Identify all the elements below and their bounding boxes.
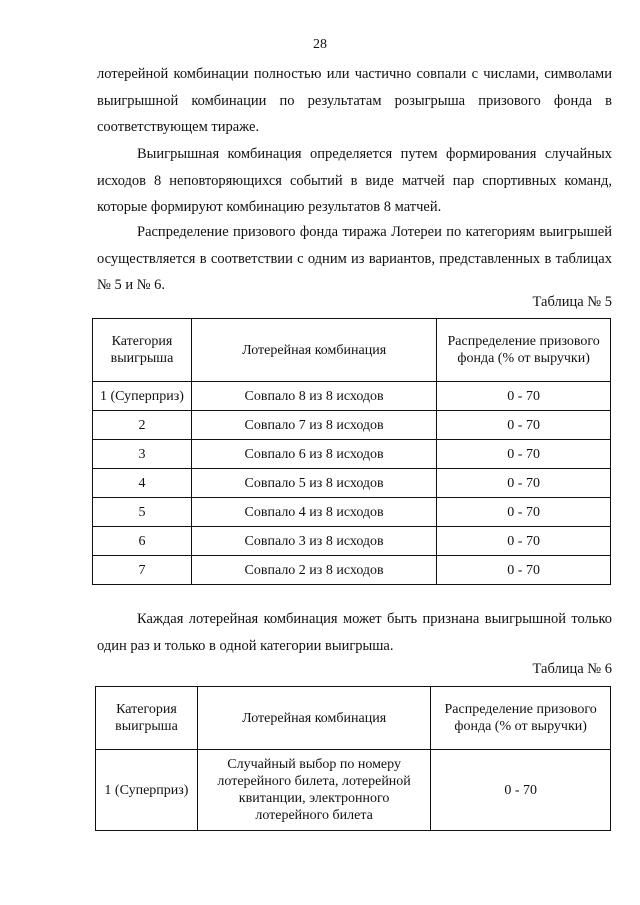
table-row — [96, 750, 611, 831]
table-row — [93, 527, 611, 556]
header-category: Категория выигрыша — [96, 687, 198, 750]
paragraph-1: лотерейной комбинации полностью или частично совпали с числами, символами выигрышной комбинации по результатам розыгрыша призового фонда в соответствующем тираже. — [97, 66, 612, 135]
table6-caption: Таблица № 6 — [532, 661, 612, 677]
paragraph-2: Выигрышная комбинация определяется путем формирования случайных исходов 8 неповторяющихся событий в виде матчей пар спортивных команд, которые формируют комбинацию результатов 8 матчей. — [97, 146, 612, 215]
header-distribution: Распределение призового фонда (% от выручки) — [431, 687, 611, 750]
header-combination: Лотерейная комбинация — [191, 319, 436, 382]
cell-distribution: 0 - 70 — [431, 750, 611, 831]
cell-distribution: 0 - 70 — [437, 440, 611, 469]
cell-combination: Совпало 4 из 8 исходов — [191, 498, 436, 527]
cell-category: 5 — [93, 498, 192, 527]
cell-combination: Совпало 3 из 8 исходов — [191, 527, 436, 556]
cell-distribution: 0 - 70 — [437, 382, 611, 411]
cell-combination: Совпало 6 из 8 исходов — [191, 440, 436, 469]
cell-combination: Совпало 2 из 8 исходов — [191, 556, 436, 585]
cell-category: 6 — [93, 527, 192, 556]
cell-combination: Совпало 8 из 8 исходов — [191, 382, 436, 411]
cell-distribution: 0 - 70 — [437, 527, 611, 556]
header-distribution: Распределение призового фонда (% от выручки) — [437, 319, 611, 382]
cell-distribution: 0 - 70 — [437, 411, 611, 440]
header-combination: Лотерейная комбинация — [197, 687, 430, 750]
table-header-row — [96, 687, 611, 750]
cell-combination: Случайный выбор по номеру лотерейного билета, лотерейной квитанции, электронного лотерейного билета — [197, 750, 430, 831]
cell-distribution: 0 - 70 — [437, 556, 611, 585]
table5-caption: Таблица № 5 — [532, 294, 612, 310]
cell-distribution: 0 - 70 — [437, 498, 611, 527]
cell-category: 1 (Суперприз) — [96, 750, 198, 831]
table-6 — [95, 686, 611, 831]
table-5 — [92, 318, 611, 585]
paragraph-4: Каждая лотерейная комбинация может быть признана выигрышной только один раз и только в одной категории выигрыша. — [97, 611, 612, 654]
cell-category: 7 — [93, 556, 192, 585]
table-row — [93, 411, 611, 440]
table-row — [93, 469, 611, 498]
cell-category: 1 (Суперприз) — [93, 382, 192, 411]
header-category: Категория выигрыша — [93, 319, 192, 382]
table-header-row — [93, 319, 611, 382]
cell-combination: Совпало 5 из 8 исходов — [191, 469, 436, 498]
cell-combination: Совпало 7 из 8 исходов — [191, 411, 436, 440]
cell-category: 4 — [93, 469, 192, 498]
page-number: 28 — [313, 37, 327, 52]
table-row — [93, 556, 611, 585]
cell-category: 3 — [93, 440, 192, 469]
table-row — [93, 498, 611, 527]
paragraph-3: Распределение призового фонда тиража Лотереи по категориям выигрышей осуществляется в соответствии с одним из вариантов, представленных в таблицах № 5 и № 6. — [97, 224, 612, 293]
cell-distribution: 0 - 70 — [437, 469, 611, 498]
cell-category: 2 — [93, 411, 192, 440]
table-row — [93, 440, 611, 469]
table-row — [93, 382, 611, 411]
